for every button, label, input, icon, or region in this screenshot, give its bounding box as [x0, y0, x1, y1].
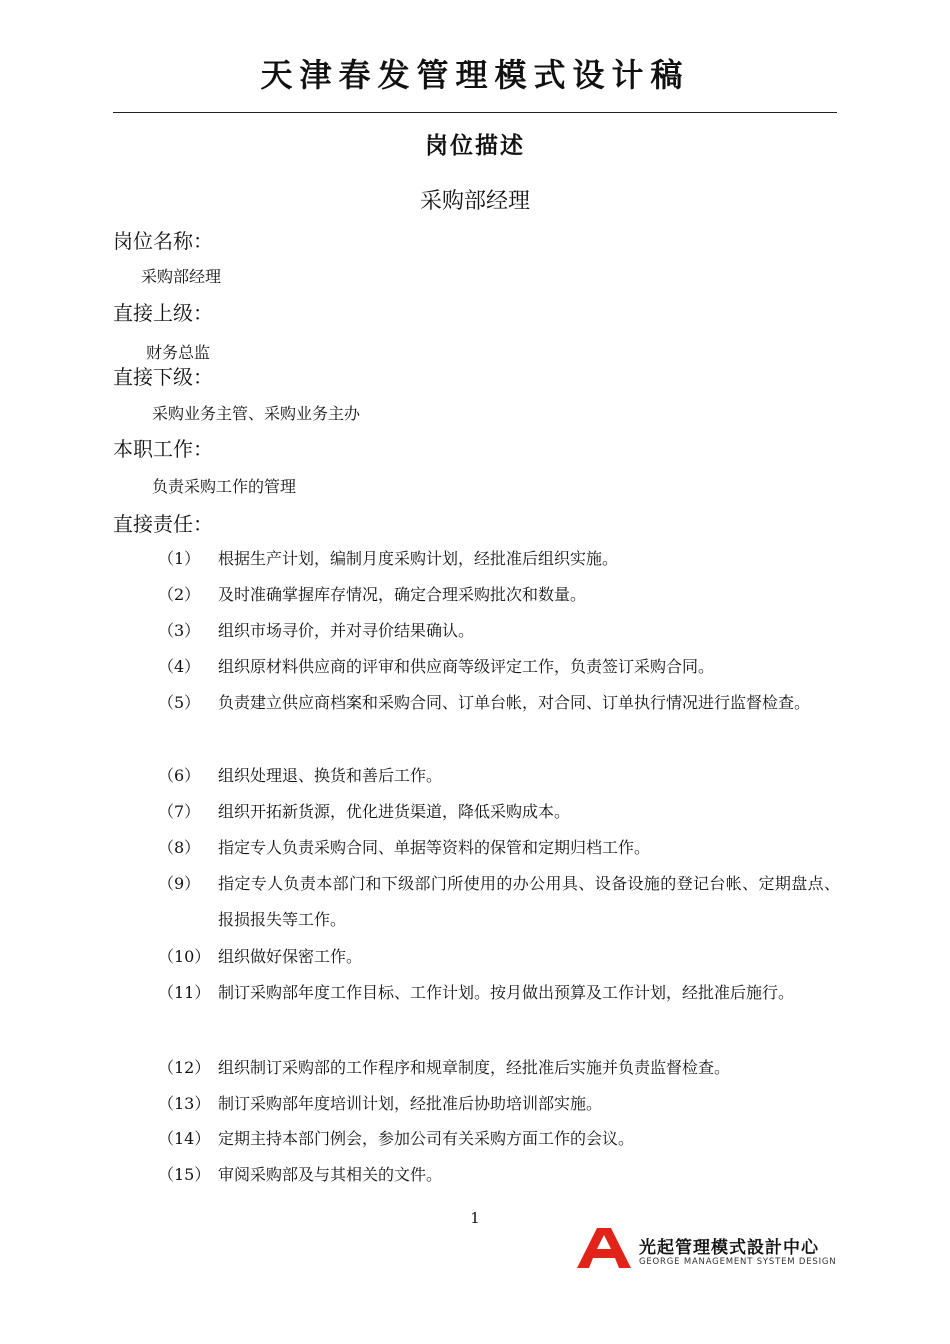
responsibility-item [158, 685, 848, 721]
responsibility-item [158, 649, 848, 685]
position-title: 采购部经理 [419, 189, 530, 214]
direct-subordinate-label: 直接下级： [113, 365, 213, 389]
responsibility-number: （3） [158, 621, 201, 640]
responsibility-text: 及时准确掌握库存情况，确定合理采购批次和数量。 [218, 585, 587, 604]
responsibility-number: （10） [158, 947, 211, 966]
responsibility-text: 指定专人负责本部门和下级部门所使用的办公用具、设备设施的登记台帐、定期盘点、报损报失等工作。 [218, 874, 840, 929]
responsibility-number: （2） [158, 585, 201, 604]
responsibility-item [158, 975, 848, 1011]
responsibility-number: （4） [158, 657, 201, 676]
direct-responsibility-label: 直接责任： [113, 512, 213, 536]
direct-superior-label: 直接上级： [113, 301, 213, 325]
company-logo [575, 1226, 845, 1272]
responsibility-text: 指定专人负责采购合同、单据等资料的保管和定期归档工作。 [218, 838, 651, 857]
responsibility-text: 制订采购部年度培训计划，经批准后协助培训部实施。 [218, 1094, 603, 1113]
document-title: 天津春发管理模式设计稿 [260, 56, 690, 94]
responsibility-item [158, 541, 848, 577]
responsibility-number: （8） [158, 838, 201, 857]
responsibility-item [158, 1086, 848, 1122]
main-duty-label: 本职工作： [113, 437, 213, 461]
logo-english-name: GEORGE MANAGEMENT SYSTEM DESIGN [639, 1257, 837, 1267]
responsibility-number: （1） [158, 549, 201, 568]
responsibility-item [158, 758, 848, 794]
responsibility-text: 定期主持本部门例会，参加公司有关采购方面工作的会议。 [218, 1129, 635, 1148]
responsibility-item [158, 830, 848, 866]
responsibility-text: 负责建立供应商档案和采购合同、订单台帐，对合同、订单执行情况进行监督检查。 [218, 693, 811, 712]
responsibility-text: 组织市场寻价，并对寻价结果确认。 [218, 621, 475, 640]
responsibility-number: （9） [158, 874, 201, 893]
responsibility-text: 组织原材料供应商的评审和供应商等级评定工作，负责签订采购合同。 [218, 657, 715, 676]
responsibility-number: （14） [158, 1129, 211, 1148]
responsibility-number: （7） [158, 802, 201, 821]
responsibility-text: 组织开拓新货源，优化进货渠道，降低采购成本。 [218, 802, 571, 821]
logo-company-name: 光起管理模式設計中心 [639, 1238, 819, 1258]
direct-subordinate-value: 采购业务主管、采购业务主办 [152, 404, 361, 423]
responsibility-item [158, 939, 848, 975]
responsibility-item [158, 577, 848, 613]
responsibility-number: （5） [158, 693, 201, 712]
responsibility-number: （11） [158, 983, 211, 1002]
responsibility-text: 制订采购部年度工作目标、工作计划。按月做出预算及工作计划，经批准后施行。 [218, 983, 795, 1002]
responsibility-item [158, 1050, 848, 1086]
page-number: 1 [470, 1209, 480, 1227]
responsibility-number: （6） [158, 766, 201, 785]
direct-superior-value: 财务总监 [146, 343, 211, 362]
main-duty-value: 负责采购工作的管理 [152, 477, 297, 496]
responsibility-text: 组织制订采购部的工作程序和规章制度，经批准后实施并负责监督检查。 [218, 1058, 731, 1077]
responsibility-text: 审阅采购部及与其相关的文件。 [218, 1165, 443, 1184]
position-name-value: 采购部经理 [141, 267, 222, 286]
responsibility-item [158, 866, 848, 938]
responsibility-item [158, 794, 848, 830]
responsibility-text: 组织处理退、换货和善后工作。 [218, 766, 443, 785]
responsibility-item [158, 1157, 848, 1193]
section-title: 岗位描述 [425, 133, 525, 159]
position-name-label: 岗位名称： [113, 229, 213, 253]
responsibility-text: 组织做好保密工作。 [218, 947, 363, 966]
title-divider [113, 112, 837, 113]
responsibility-item [158, 1121, 848, 1157]
responsibility-text: 根据生产计划，编制月度采购计划，经批准后组织实施。 [218, 549, 619, 568]
responsibility-item [158, 613, 848, 649]
responsibility-number: （13） [158, 1094, 211, 1113]
responsibility-number: （12） [158, 1058, 211, 1077]
logo-a-icon [575, 1226, 635, 1270]
responsibility-number: （15） [158, 1165, 211, 1184]
